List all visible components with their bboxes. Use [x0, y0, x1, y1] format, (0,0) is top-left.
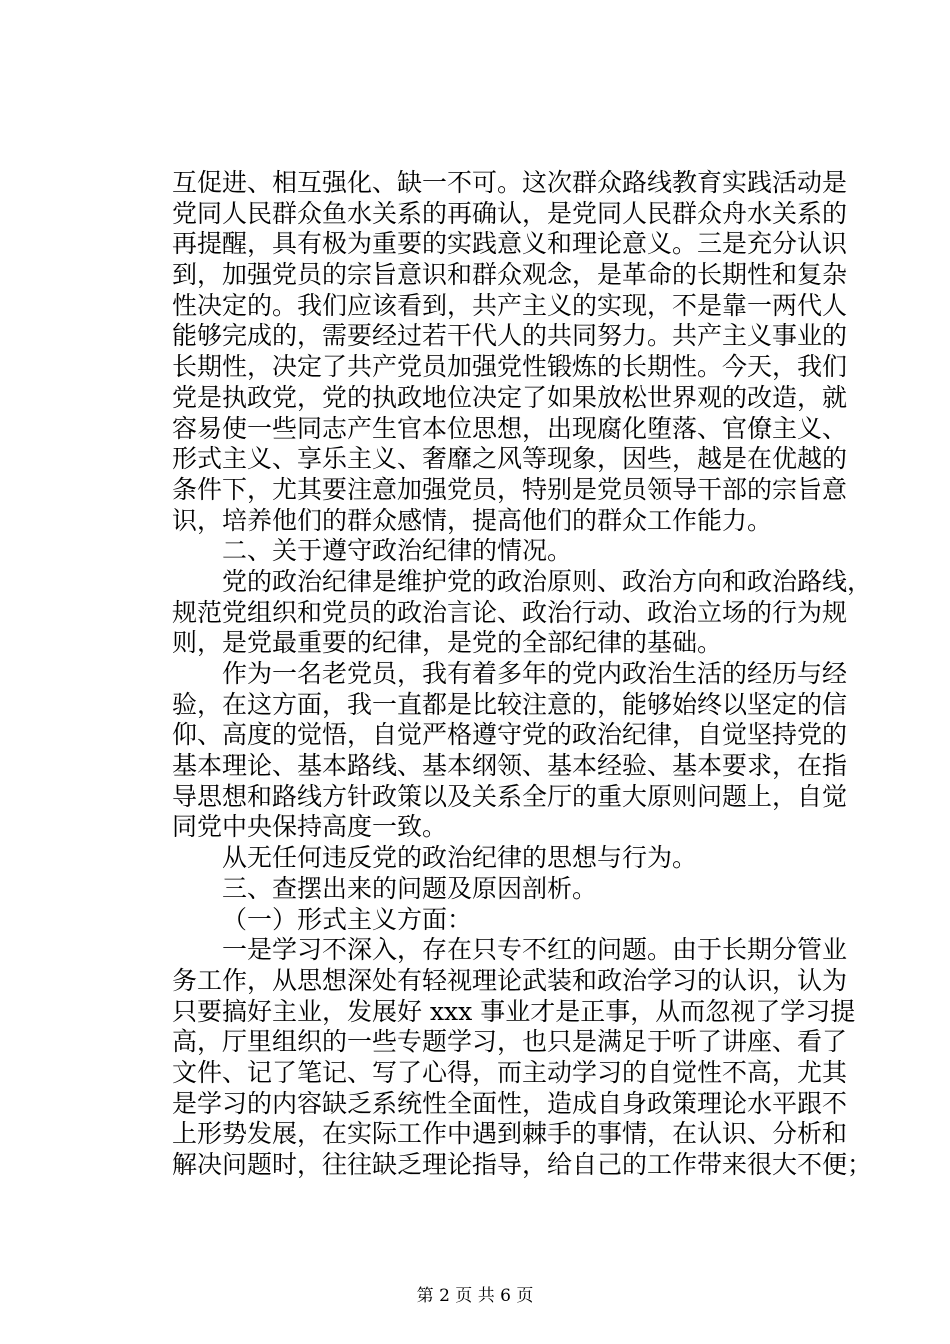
text-line: 导思想和路线方针政策以及关系全厅的重大原则问题上，自觉 — [172, 781, 848, 811]
text-line: 二、关于遵守政治纪律的情况。 — [222, 536, 573, 566]
text-line: 仰、高度的觉悟，自觉严格遵守党的政治纪律，自觉坚持党的 — [172, 720, 848, 750]
text-line: 党的政治纪律是维护党的政治原则、政治方向和政治路线， — [222, 566, 873, 596]
text-line: 容易使一些同志产生官本位思想，出现腐化堕落、官僚主义、 — [172, 413, 848, 443]
text-line: 到，加强党员的宗旨意识和群众观念，是革命的长期性和复杂 — [172, 260, 848, 290]
text-line: 党是执政党，党的执政地位决定了如果放松世界观的改造，就 — [172, 382, 848, 412]
text-line: 是学习的内容缺乏系统性全面性，造成自身政策理论水平跟不 — [172, 1088, 848, 1118]
text-line: 条件下，尤其要注意加强党员，特别是党员领导干部的宗旨意 — [172, 474, 848, 504]
text-line: 三、查摆出来的问题及原因剖析。 — [222, 873, 598, 903]
text-line: 性决定的。我们应该看到，共产主义的实现，不是靠一两代人 — [172, 290, 848, 320]
document-body — [172, 168, 873, 1181]
text-line: 形式主义、享乐主义、奢靡之风等现象，因些，越是在优越的 — [172, 444, 848, 474]
text-line: 能够完成的，需要经过若干代人的共同努力。共产主义事业的 — [172, 321, 848, 351]
text-line: （一）形式主义方面： — [222, 904, 473, 934]
text-line: 长期性，决定了共产党员加强党性锻炼的长期性。今天，我们 — [172, 352, 848, 382]
text-line: 上形势发展，在实际工作中遇到棘手的事情，在认识、分析和 — [172, 1119, 848, 1149]
text-line: 一是学习不深入，存在只专不红的问题。由于长期分管业 — [222, 935, 848, 965]
text-line: 党同人民群众鱼水关系的再确认，是党同人民群众舟水关系的 — [172, 198, 848, 228]
text-line: 解决问题时，往往缺乏理论指导，给自己的工作带来很大不便； — [172, 1150, 873, 1179]
text-line: 再提醒，具有极为重要的实践意义和理论意义。三是充分认识 — [172, 229, 848, 259]
text-line: 规范党组织和党员的政治言论、政治行动、政治立场的行为规 — [172, 597, 848, 627]
text-line: 只要搞好主业，发展好 xxx 事业才是正事，从而忽视了学习提 — [172, 996, 856, 1026]
text-line: 从无任何违反党的政治纪律的思想与行为。 — [222, 843, 698, 873]
text-line: 作为一名老党员，我有着多年的党内政治生活的经历与经 — [222, 659, 848, 688]
text-line: 务工作，从思想深处有轻视理论武装和政治学习的认识，认为 — [172, 965, 848, 995]
text-line: 同党中央保持高度一致。 — [172, 812, 448, 842]
text-line: 高，厅里组织的一些专题学习，也只是满足于听了讲座、看了 — [172, 1027, 848, 1057]
text-line: 互促进、相互强化、缺一不可。这次群众路线教育实践活动是 — [172, 168, 848, 197]
text-line: 基本理论、基本路线、基本纲领、基本经验、基本要求，在指 — [172, 751, 848, 781]
text-line: 文件、记了笔记、写了心得，而主动学习的自觉性不高，尤其 — [172, 1057, 848, 1087]
text-line: 则，是党最重要的纪律，是党的全部纪律的基础。 — [172, 628, 723, 658]
text-line: 识，培养他们的群众感情，提高他们的群众工作能力。 — [172, 505, 773, 535]
text-line: 验，在这方面，我一直都是比较注意的，能够始终以坚定的信 — [172, 689, 848, 719]
page-footer: 第 2 页 共 6 页 — [416, 1286, 534, 1306]
